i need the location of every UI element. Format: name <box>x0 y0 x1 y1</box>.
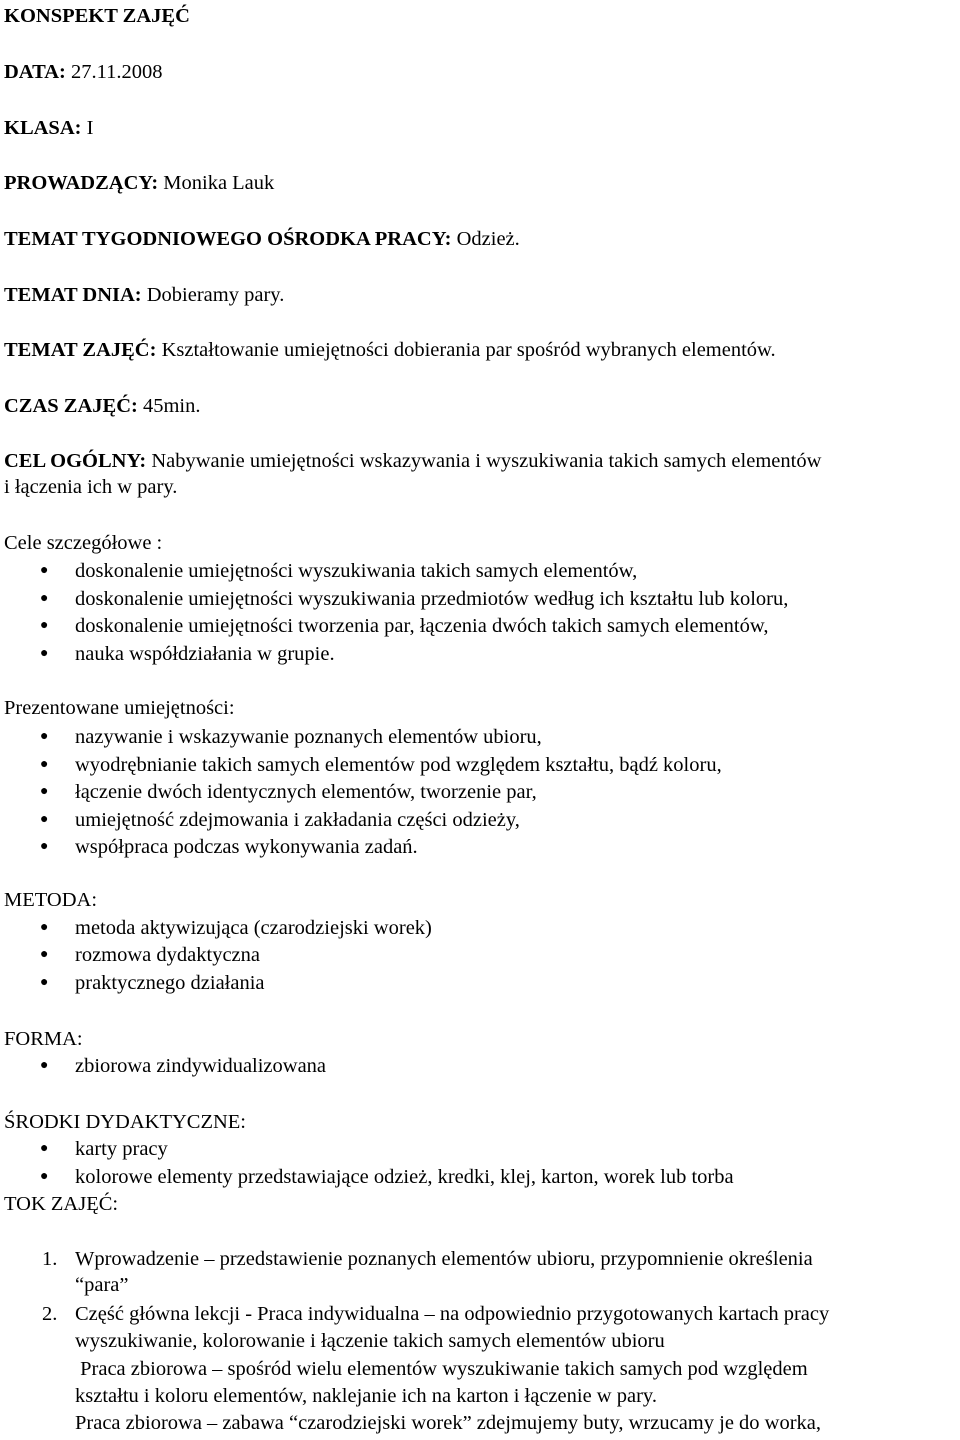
document-title: KONSPEKT ZAJĘĆ <box>4 5 190 27</box>
skill-item: umiejętność zdejmowania i zakładania części odzieży, <box>75 809 520 831</box>
date-value: 27.11.2008 <box>71 61 163 83</box>
class-value: I <box>86 117 94 139</box>
date-row <box>4 60 163 84</box>
day-topic-label: TEMAT DNIA: <box>4 284 142 306</box>
course-heading: TOK ZAJĘĆ: <box>4 1193 119 1215</box>
aids-item: karty pracy <box>75 1138 168 1160</box>
bullet-icon: ● <box>40 591 49 606</box>
lesson-topic-label: TEMAT ZAJĘĆ: <box>4 339 157 361</box>
method-item: praktycznego działania <box>75 972 265 994</box>
aids-heading: ŚRODKI DYDAKTYCZNE: <box>4 1111 247 1133</box>
bullet-icon: ● <box>40 784 49 799</box>
step-number: 1. <box>42 1248 58 1270</box>
form-heading: FORMA: <box>4 1028 83 1050</box>
bullet-icon: ● <box>40 563 49 578</box>
bullet-icon: ● <box>40 729 49 744</box>
time-value: 45min. <box>142 395 201 417</box>
lesson-topic-value: Kształtowanie umiejętności dobierania par spośród wybranych elementów. <box>161 339 776 361</box>
skill-item: łączenie dwóch identycznych elementów, tworzenie par, <box>75 781 537 803</box>
step-line: “para” <box>75 1274 129 1296</box>
weekly-topic-value: Odzież. <box>456 228 520 250</box>
time-label: CZAS ZAJĘĆ: <box>4 395 138 417</box>
aids-item: kolorowe elementy przedstawiające odzież, kredki, klej, karton, worek lub torba <box>75 1166 734 1188</box>
method-item: rozmowa dydaktyczna <box>75 944 260 966</box>
class-label: KLASA: <box>4 117 82 139</box>
bullet-icon: ● <box>40 947 49 962</box>
weekly-topic-label: TEMAT TYGODNIOWEGO OŚRODKA PRACY: <box>4 228 452 250</box>
bullet-icon: ● <box>40 646 49 661</box>
date-label: DATA: <box>4 61 66 83</box>
method-item: metoda aktywizująca (czarodziejski worek) <box>75 917 432 939</box>
skill-item: nazywanie i wskazywanie poznanych elementów ubioru, <box>75 726 542 748</box>
teacher-value: Monika Lauk <box>163 172 275 194</box>
skills-heading: Prezentowane umiejętności: <box>4 697 235 719</box>
method-heading: METODA: <box>4 889 98 911</box>
lesson-topic-row <box>4 338 776 362</box>
general-goal-continuation: i łączenia ich w pary. <box>4 476 178 498</box>
bullet-icon: ● <box>40 839 49 854</box>
bullet-icon: ● <box>40 618 49 633</box>
bullet-icon: ● <box>40 812 49 827</box>
step-line: kształtu i koloru elementów, naklejanie ich na karton i łączenie w pary. <box>75 1385 657 1407</box>
general-goal-value: Nabywanie umiejętności wskazywania i wyszukiwania takich samych elementów <box>151 450 822 472</box>
step-line: Wprowadzenie – przedstawienie poznanych elementów ubioru, przypomnienie określenia <box>75 1248 813 1270</box>
bullet-icon: ● <box>40 1141 49 1156</box>
class-row <box>4 116 93 140</box>
teacher-label: PROWADZĄCY: <box>4 172 159 194</box>
bullet-icon: ● <box>40 920 49 935</box>
step-number: 2. <box>42 1303 58 1325</box>
bullet-icon: ● <box>40 975 49 990</box>
form-item: zbiorowa zindywidualizowana <box>75 1055 327 1077</box>
day-topic-value: Dobieramy pary. <box>146 284 285 306</box>
day-topic-row <box>4 283 284 307</box>
weekly-topic-row <box>4 227 520 251</box>
step-line: wyszukiwanie, kolorowanie i łączenie takich samych elementów ubioru <box>75 1330 665 1352</box>
general-goal-row <box>4 449 821 473</box>
bullet-icon: ● <box>40 1169 49 1184</box>
step-line: Część główna lekcji - Praca indywidualna – na odpowiednio przygotowanych kartach pracy <box>75 1303 830 1325</box>
skill-item: wyodrębnianie takich samych elementów pod względem kształtu, bądź koloru, <box>75 754 722 776</box>
general-goal-label: CEL OGÓLNY: <box>4 450 147 472</box>
skill-item: współpraca podczas wykonywania zadań. <box>75 836 418 858</box>
lesson-plan-document <box>4 0 958 1440</box>
goal-item: doskonalenie umiejętności wyszukiwania takich samych elementów, <box>75 560 638 582</box>
bullet-icon: ● <box>40 757 49 772</box>
teacher-row <box>4 171 274 195</box>
goal-item: doskonalenie umiejętności wyszukiwania przedmiotów według ich kształtu lub koloru, <box>75 588 789 610</box>
goal-item: doskonalenie umiejętności tworzenia par, łączenia dwóch takich samych elementów, <box>75 615 769 637</box>
goals-heading: Cele szczegółowe : <box>4 532 163 554</box>
goal-item: nauka współdziałania w grupie. <box>75 643 335 665</box>
step-line: Praca zbiorowa – zabawa “czarodziejski worek” zdejmujemy buty, wrzucamy je do worka, <box>75 1412 822 1434</box>
bullet-icon: ● <box>40 1058 49 1073</box>
time-row <box>4 394 201 418</box>
step-line: Praca zbiorowa – spośród wielu elementów wyszukiwanie takich samych pod względem <box>75 1358 808 1380</box>
